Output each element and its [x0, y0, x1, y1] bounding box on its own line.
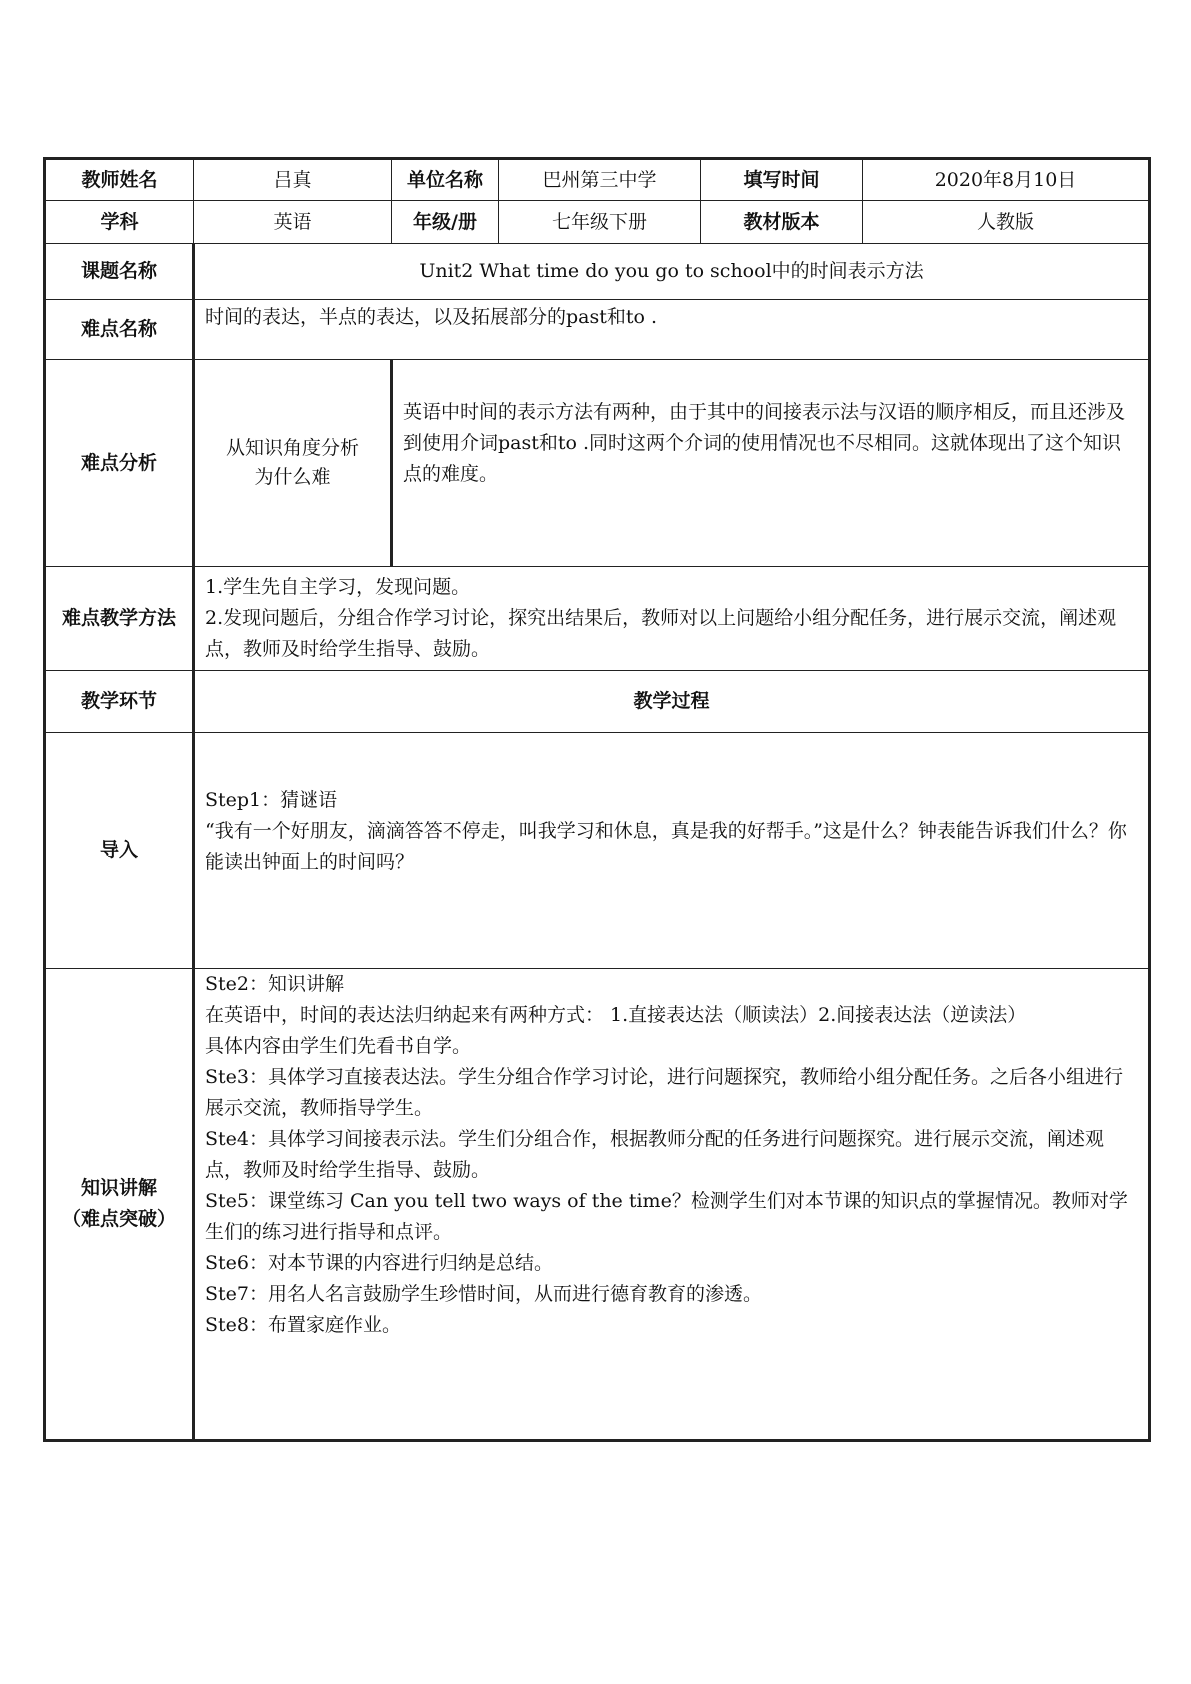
knowledge-label-line-1: 知识讲解	[80, 1177, 157, 1199]
difficulty-analysis-value: 英语中时间的表示方法有两种，由于其中的间接表示法与汉语的顺序相反，而且还涉及到使用介词past和to .同时这两个介词的使用情况也不尽相同。这就体现出了这个知识点的难度。	[392, 360, 1150, 567]
header-row-1	[45, 159, 1150, 201]
fill-date-value: 2020年8月10日	[863, 159, 1150, 201]
subject-value: 英语	[194, 201, 392, 244]
topic-value: Unit2 What time do you go to school中的时间表示方法	[194, 244, 1150, 300]
knowledge-line-3: 具体内容由学生们先看书自学。	[205, 1035, 472, 1057]
teacher-name-label: 教师姓名	[45, 159, 194, 201]
lesson-plan-table	[43, 157, 1151, 1442]
intro-label: 导入	[45, 733, 194, 969]
edition-label: 教材版本	[701, 201, 863, 244]
unit-name-value: 巴州第三中学	[499, 159, 701, 201]
knowledge-label	[45, 969, 194, 1441]
knowledge-line-7: Ste6：对本节课的内容进行归纳是总结。	[205, 1252, 553, 1274]
difficulty-name-row	[45, 300, 1150, 360]
difficulty-analysis-sublabel: 从知识角度分析为什么难	[194, 360, 392, 567]
difficulty-name-value: 时间的表达，半点的表达，以及拓展部分的past和to .	[194, 300, 1150, 360]
intro-content	[194, 733, 1150, 969]
difficulty-name-label: 难点名称	[45, 300, 194, 360]
grade-value: 七年级下册	[499, 201, 701, 244]
fill-date-label: 填写时间	[701, 159, 863, 201]
intro-line-1: Step1：猜谜语	[205, 789, 338, 811]
intro-line-2: “我有一个好朋友，滴滴答答不停走，叫我学习和休息，真是我的好帮手。”这是什么？钟表能告诉我们什么？你能读出钟面上的时间吗？	[205, 820, 1127, 873]
topic-row	[45, 244, 1150, 300]
process-stage-label: 教学环节	[45, 671, 194, 733]
knowledge-line-6: Ste5：课堂练习 Can you tell two ways of the time？检测学生们对本节课的知识点的掌握情况。教师对学生们的练习进行指导和点评。	[205, 1190, 1128, 1243]
knowledge-line-8: Ste7：用名人名言鼓励学生珍惜时间，从而进行德育教育的渗透。	[205, 1283, 762, 1305]
knowledge-row	[45, 969, 1150, 1441]
knowledge-line-4: Ste3：具体学习直接表达法。学生分组合作学习讨论，进行问题探究，教师给小组分配任务。之后各小组进行展示交流，教师指导学生。	[205, 1066, 1123, 1119]
teaching-method-content	[194, 567, 1150, 671]
lesson-plan-form	[43, 157, 1148, 1442]
difficulty-analysis-label: 难点分析	[45, 360, 194, 567]
knowledge-line-5: Ste4：具体学习间接表示法。学生们分组合作，根据教师分配的任务进行问题探究。进行展示交流，阐述观点，教师及时给学生指导、鼓励。	[205, 1128, 1104, 1181]
edition-value: 人教版	[863, 201, 1150, 244]
header-row-2	[45, 201, 1150, 244]
teaching-method-label: 难点教学方法	[45, 567, 194, 671]
knowledge-label-line-2: （难点突破）	[61, 1208, 176, 1230]
process-content-label: 教学过程	[194, 671, 1150, 733]
teacher-name-value: 吕真	[194, 159, 392, 201]
process-header-row	[45, 671, 1150, 733]
teaching-method-line-1: 1.学生先自主学习，发现问题。	[205, 576, 471, 598]
difficulty-analysis-row	[45, 360, 1150, 567]
knowledge-line-1: Ste2：知识讲解	[205, 973, 344, 995]
subject-label: 学科	[45, 201, 194, 244]
knowledge-content	[194, 969, 1150, 1441]
topic-label: 课题名称	[45, 244, 194, 300]
knowledge-line-9: Ste8：布置家庭作业。	[205, 1314, 401, 1336]
knowledge-line-2: 在英语中，时间的表达法归纳起来有两种方式： 1.直接表达法（顺读法）2.间接表达法（逆读法）	[205, 1004, 1027, 1026]
grade-label: 年级/册	[392, 201, 499, 244]
teaching-method-row	[45, 567, 1150, 671]
intro-row	[45, 733, 1150, 969]
unit-name-label: 单位名称	[392, 159, 499, 201]
teaching-method-line-2: 2.发现问题后，分组合作学习讨论，探究出结果后，教师对以上问题给小组分配任务，进行展示交流，阐述观点，教师及时给学生指导、鼓励。	[205, 607, 1117, 660]
